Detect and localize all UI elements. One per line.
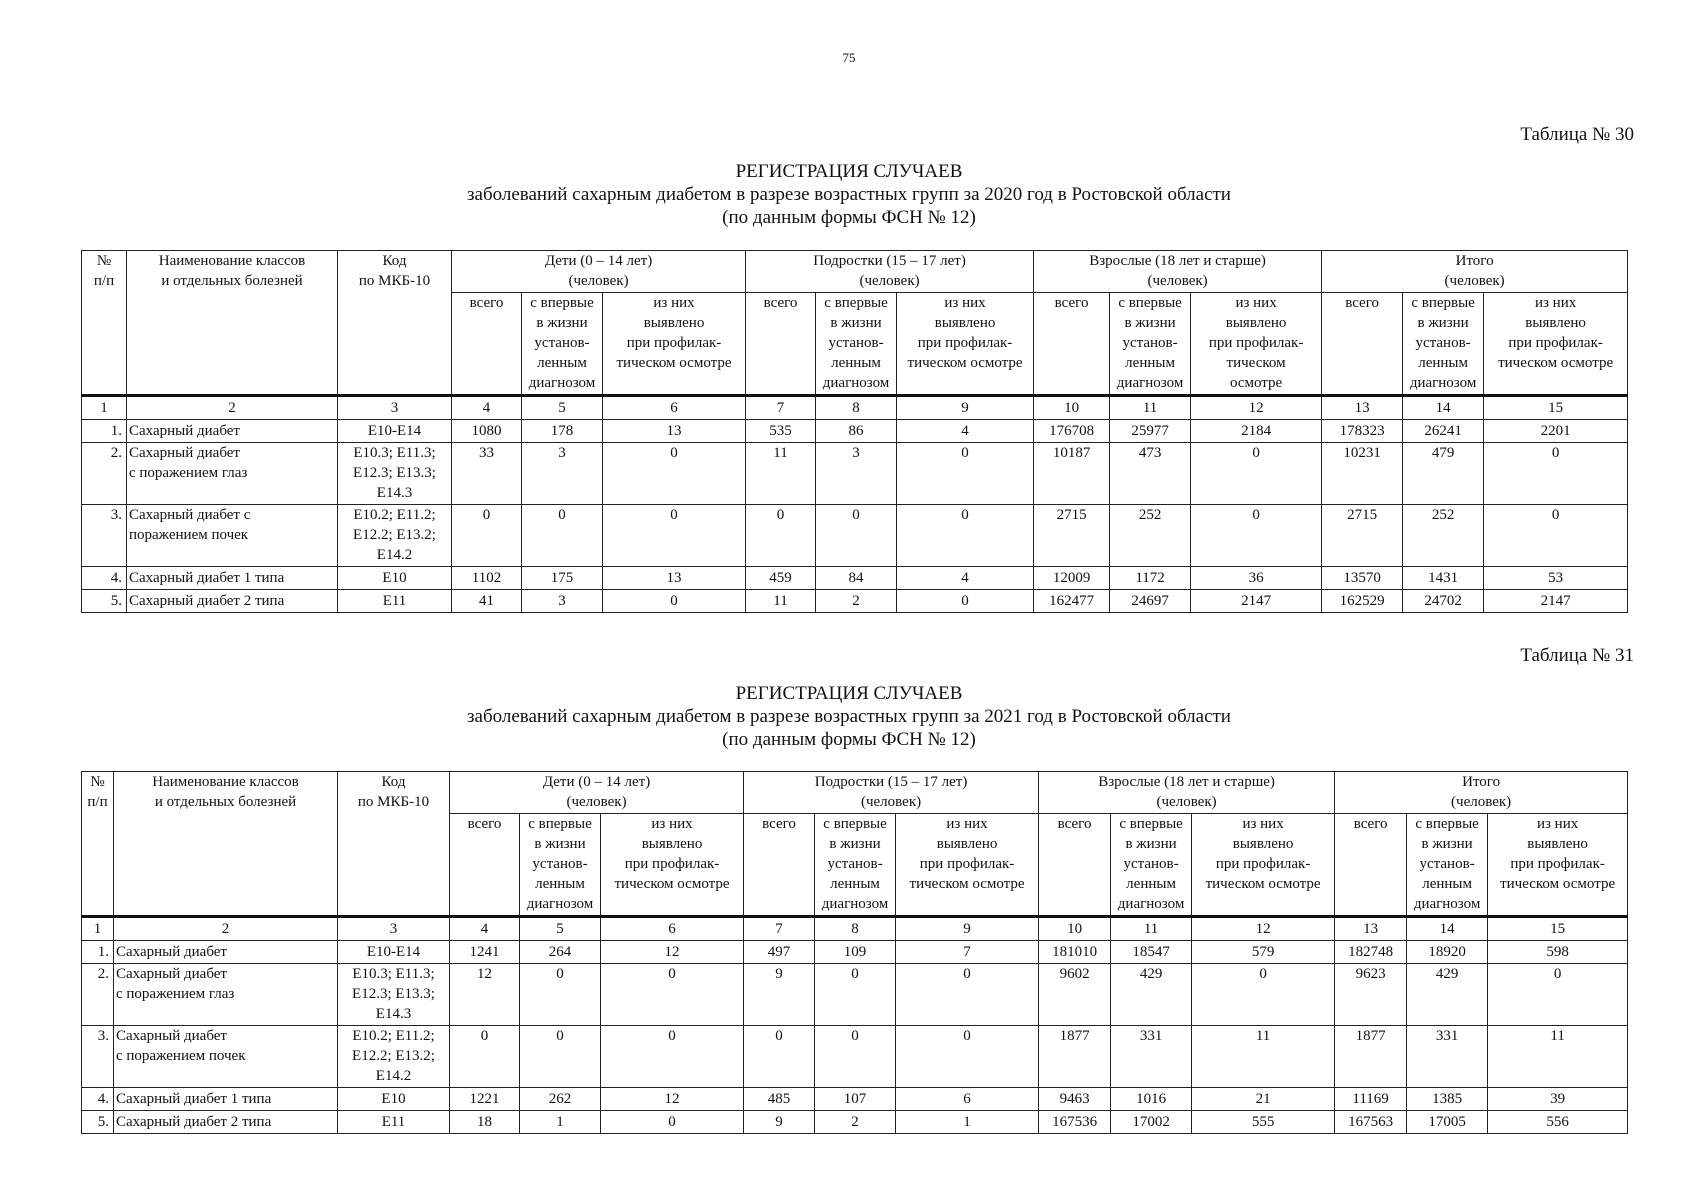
column-number: 2 [127, 396, 338, 420]
subheader-total: всего [1034, 293, 1110, 396]
cell-total-total: 1877 [1335, 1026, 1407, 1088]
cell-teens-prof: 0 [897, 443, 1034, 505]
column-number: 8 [815, 917, 896, 941]
column-number: 6 [601, 917, 744, 941]
column-number: 12 [1192, 917, 1335, 941]
cell-row-number: 4. [82, 567, 127, 590]
table-row [82, 505, 1628, 567]
data-table-30 [81, 250, 1628, 613]
cell-adults-prof: 36 [1191, 567, 1322, 590]
subheader-prof: из них выявлено при профилак- тическом осмотре [1484, 293, 1628, 396]
column-number: 4 [452, 396, 522, 420]
subheader-total: всего [744, 814, 815, 917]
cell-children-first: 175 [522, 567, 603, 590]
cell-teens-prof: 4 [897, 420, 1034, 443]
cell-disease-name: Сахарный диабет 2 типа [127, 590, 338, 613]
column-number: 14 [1403, 396, 1484, 420]
cell-children-prof: 13 [603, 567, 746, 590]
subheader-prof: из них выявлено при профилак- тическом осмотре [1488, 814, 1628, 917]
header-no: № п/п [82, 251, 127, 396]
table-row [82, 1088, 1628, 1111]
header-name: Наименование классов и отдельных болезней [114, 772, 338, 917]
cell-total-total: 182748 [1335, 941, 1407, 964]
cell-total-prof: 53 [1484, 567, 1628, 590]
cell-adults-total: 167536 [1039, 1111, 1111, 1134]
subheader-prof: из них выявлено при профилак- тическом осмотре [896, 814, 1039, 917]
cell-teens-first: 0 [816, 505, 897, 567]
cell-teens-total: 459 [746, 567, 816, 590]
header-no: № п/п [82, 772, 114, 917]
subheader-first: с впервые в жизни установ- ленным диагнозом [1110, 293, 1191, 396]
cell-children-first: 178 [522, 420, 603, 443]
cell-total-prof: 556 [1488, 1111, 1628, 1134]
cell-total-first: 252 [1403, 505, 1484, 567]
cell-total-first: 1385 [1407, 1088, 1488, 1111]
column-number: 9 [896, 917, 1039, 941]
table-row [82, 590, 1628, 613]
cell-teens-total: 9 [744, 964, 815, 1026]
cell-adults-first: 1016 [1111, 1088, 1192, 1111]
cell-children-prof: 0 [603, 590, 746, 613]
subheader-prof: из них выявлено при профилак- тическом осмотре [1192, 814, 1335, 917]
cell-icd-code: Е10-Е14 [338, 941, 450, 964]
cell-children-total: 1241 [450, 941, 520, 964]
cell-disease-name: Сахарный диабет с поражением глаз [127, 443, 338, 505]
cell-disease-name: Сахарный диабет [127, 420, 338, 443]
cell-adults-total: 162477 [1034, 590, 1110, 613]
cell-adults-first: 429 [1111, 964, 1192, 1026]
cell-children-prof: 12 [601, 1088, 744, 1111]
column-number: 15 [1488, 917, 1628, 941]
table-subtitle: заболеваний сахарным диабетом в разрезе возрастных групп за 2020 год в Ростовской области [467, 184, 1231, 205]
header-group-teens: Подростки (15 – 17 лет) (человек) [746, 251, 1034, 293]
cell-teens-total: 497 [744, 941, 815, 964]
cell-children-total: 12 [450, 964, 520, 1026]
cell-teens-first: 86 [816, 420, 897, 443]
header-group-adults: Взрослые (18 лет и старше) (человек) [1039, 772, 1335, 814]
header-group-adults: Взрослые (18 лет и старше) (человек) [1034, 251, 1322, 293]
cell-disease-name: Сахарный диабет [114, 941, 338, 964]
table-label: Таблица № 31 [1520, 645, 1634, 666]
cell-children-first: 0 [522, 505, 603, 567]
cell-adults-prof: 0 [1191, 443, 1322, 505]
cell-children-total: 0 [452, 505, 522, 567]
cell-total-prof: 11 [1488, 1026, 1628, 1088]
cell-children-first: 264 [520, 941, 601, 964]
cell-children-total: 1080 [452, 420, 522, 443]
cell-children-first: 3 [522, 443, 603, 505]
cell-row-number: 3. [82, 505, 127, 567]
cell-total-total: 162529 [1322, 590, 1403, 613]
cell-adults-total: 9602 [1039, 964, 1111, 1026]
cell-children-prof: 0 [601, 964, 744, 1026]
cell-total-first: 479 [1403, 443, 1484, 505]
column-number: 3 [338, 396, 452, 420]
cell-icd-code: Е10-Е14 [338, 420, 452, 443]
cell-teens-total: 11 [746, 590, 816, 613]
cell-total-total: 167563 [1335, 1111, 1407, 1134]
cell-disease-name: Сахарный диабет с поражением почек [114, 1026, 338, 1088]
cell-icd-code: Е11 [338, 590, 452, 613]
cell-adults-first: 25977 [1110, 420, 1191, 443]
subheader-first: с впервые в жизни установ- ленным диагнозом [1111, 814, 1192, 917]
table-row [82, 420, 1628, 443]
cell-icd-code: Е11 [338, 1111, 450, 1134]
cell-teens-first: 109 [815, 941, 896, 964]
column-number: 6 [603, 396, 746, 420]
cell-children-first: 262 [520, 1088, 601, 1111]
cell-adults-total: 12009 [1034, 567, 1110, 590]
column-number-row [82, 396, 1628, 420]
cell-adults-prof: 0 [1192, 964, 1335, 1026]
subheader-total: всего [746, 293, 816, 396]
cell-adults-first: 1172 [1110, 567, 1191, 590]
cell-teens-prof: 1 [896, 1111, 1039, 1134]
cell-children-prof: 0 [603, 505, 746, 567]
column-number: 11 [1110, 396, 1191, 420]
table-label: Таблица № 30 [1520, 124, 1634, 145]
column-number: 14 [1407, 917, 1488, 941]
cell-children-prof: 0 [603, 443, 746, 505]
cell-adults-prof: 2147 [1191, 590, 1322, 613]
cell-children-prof: 0 [601, 1111, 744, 1134]
table-subtitle: заболеваний сахарным диабетом в разрезе возрастных групп за 2021 год в Ростовской области [467, 706, 1231, 727]
cell-adults-total: 176708 [1034, 420, 1110, 443]
table-row [82, 1111, 1628, 1134]
column-number: 10 [1034, 396, 1110, 420]
column-number: 12 [1191, 396, 1322, 420]
cell-teens-first: 3 [816, 443, 897, 505]
cell-teens-prof: 0 [896, 964, 1039, 1026]
cell-children-first: 0 [520, 964, 601, 1026]
subheader-total: всего [1322, 293, 1403, 396]
cell-total-prof: 0 [1484, 443, 1628, 505]
cell-disease-name: Сахарный диабет с поражением почек [127, 505, 338, 567]
subheader-total: всего [450, 814, 520, 917]
cell-adults-first: 473 [1110, 443, 1191, 505]
subheader-prof: из них выявлено при профилак- тическом осмотре [897, 293, 1034, 396]
page-number: 75 [842, 50, 856, 65]
cell-icd-code: Е10.3; Е11.3; Е12.3; Е13.3; Е14.3 [338, 964, 450, 1026]
cell-row-number: 2. [82, 964, 114, 1026]
cell-row-number: 5. [82, 590, 127, 613]
header-code: Код по МКБ-10 [338, 772, 450, 917]
column-number: 15 [1484, 396, 1628, 420]
cell-adults-first: 18547 [1111, 941, 1192, 964]
cell-teens-prof: 0 [897, 590, 1034, 613]
subheader-total: всего [1335, 814, 1407, 917]
header-name: Наименование классов и отдельных болезней [127, 251, 338, 396]
cell-icd-code: Е10.2; Е11.2; Е12.2; Е13.2; Е14.2 [338, 505, 452, 567]
table-title: РЕГИСТРАЦИЯ СЛУЧАЕВ [735, 161, 963, 182]
cell-total-prof: 0 [1488, 964, 1628, 1026]
cell-children-first: 0 [520, 1026, 601, 1088]
cell-teens-first: 0 [815, 1026, 896, 1088]
header-group-teens: Подростки (15 – 17 лет) (человек) [744, 772, 1039, 814]
cell-total-total: 178323 [1322, 420, 1403, 443]
cell-children-total: 1102 [452, 567, 522, 590]
cell-children-total: 1221 [450, 1088, 520, 1111]
column-number: 3 [338, 917, 450, 941]
column-number-row [82, 917, 1628, 941]
cell-teens-prof: 0 [897, 505, 1034, 567]
cell-total-first: 1431 [1403, 567, 1484, 590]
table-source: (по данным формы ФСН № 12) [722, 207, 976, 228]
cell-teens-first: 2 [816, 590, 897, 613]
subheader-prof: из них выявлено при профилак- тическом осмотре [603, 293, 746, 396]
cell-total-first: 331 [1407, 1026, 1488, 1088]
header-group-children: Дети (0 – 14 лет) (человек) [452, 251, 746, 293]
cell-row-number: 5. [82, 1111, 114, 1134]
cell-adults-prof: 0 [1191, 505, 1322, 567]
cell-children-total: 33 [452, 443, 522, 505]
cell-teens-first: 0 [815, 964, 896, 1026]
cell-teens-prof: 4 [897, 567, 1034, 590]
table-row [82, 443, 1628, 505]
header-group-total: Итого (человек) [1322, 251, 1628, 293]
cell-adults-first: 24697 [1110, 590, 1191, 613]
column-number: 7 [744, 917, 815, 941]
subheader-first: с впервые в жизни установ- ленным диагнозом [520, 814, 601, 917]
cell-total-total: 2715 [1322, 505, 1403, 567]
table-source: (по данным формы ФСН № 12) [722, 729, 976, 750]
cell-teens-total: 0 [746, 505, 816, 567]
cell-children-total: 18 [450, 1111, 520, 1134]
cell-row-number: 4. [82, 1088, 114, 1111]
cell-total-first: 18920 [1407, 941, 1488, 964]
subheader-first: с впервые в жизни установ- ленным диагнозом [1407, 814, 1488, 917]
subheader-first: с впервые в жизни установ- ленным диагнозом [1403, 293, 1484, 396]
cell-children-total: 0 [450, 1026, 520, 1088]
cell-icd-code: Е10 [338, 567, 452, 590]
cell-adults-prof: 555 [1192, 1111, 1335, 1134]
cell-adults-prof: 21 [1192, 1088, 1335, 1111]
column-number: 8 [816, 396, 897, 420]
cell-total-prof: 598 [1488, 941, 1628, 964]
column-number: 13 [1335, 917, 1407, 941]
cell-adults-total: 2715 [1034, 505, 1110, 567]
column-number: 5 [520, 917, 601, 941]
header-code: Код по МКБ-10 [338, 251, 452, 396]
cell-disease-name: Сахарный диабет 2 типа [114, 1111, 338, 1134]
cell-teens-first: 2 [815, 1111, 896, 1134]
cell-teens-total: 0 [744, 1026, 815, 1088]
subheader-first: с впервые в жизни установ- ленным диагнозом [522, 293, 603, 396]
cell-adults-total: 181010 [1039, 941, 1111, 964]
column-number: 2 [114, 917, 338, 941]
cell-teens-prof: 7 [896, 941, 1039, 964]
cell-total-first: 429 [1407, 964, 1488, 1026]
cell-icd-code: Е10.3; Е11.3; Е12.3; Е13.3; Е14.3 [338, 443, 452, 505]
column-number: 11 [1111, 917, 1192, 941]
subheader-first: с впервые в жизни установ- ленным диагнозом [815, 814, 896, 917]
cell-teens-total: 9 [744, 1111, 815, 1134]
subheader-total: всего [1039, 814, 1111, 917]
cell-teens-total: 485 [744, 1088, 815, 1111]
column-number: 4 [450, 917, 520, 941]
table-row [82, 941, 1628, 964]
cell-adults-total: 1877 [1039, 1026, 1111, 1088]
subheader-prof: из них выявлено при профилак- тическом осмотре [601, 814, 744, 917]
cell-icd-code: Е10.2; Е11.2; Е12.2; Е13.2; Е14.2 [338, 1026, 450, 1088]
cell-total-total: 9623 [1335, 964, 1407, 1026]
table-row [82, 567, 1628, 590]
table-row [82, 964, 1628, 1026]
cell-total-first: 17005 [1407, 1111, 1488, 1134]
table-title: РЕГИСТРАЦИЯ СЛУЧАЕВ [735, 683, 963, 704]
subheader-prof: из них выявлено при профилак- тическом осмотре [1191, 293, 1322, 396]
cell-teens-total: 11 [746, 443, 816, 505]
cell-adults-first: 331 [1111, 1026, 1192, 1088]
cell-teens-prof: 0 [896, 1026, 1039, 1088]
cell-teens-first: 84 [816, 567, 897, 590]
cell-disease-name: Сахарный диабет с поражением глаз [114, 964, 338, 1026]
cell-total-prof: 39 [1488, 1088, 1628, 1111]
column-number: 5 [522, 396, 603, 420]
cell-adults-prof: 2184 [1191, 420, 1322, 443]
cell-total-prof: 0 [1484, 505, 1628, 567]
cell-adults-first: 252 [1110, 505, 1191, 567]
cell-row-number: 1. [82, 420, 127, 443]
cell-children-first: 1 [520, 1111, 601, 1134]
table-row [82, 1026, 1628, 1088]
cell-adults-total: 10187 [1034, 443, 1110, 505]
cell-row-number: 1. [82, 941, 114, 964]
column-number: 9 [897, 396, 1034, 420]
cell-children-first: 3 [522, 590, 603, 613]
data-table-31 [81, 771, 1628, 1134]
cell-teens-first: 107 [815, 1088, 896, 1111]
cell-total-prof: 2201 [1484, 420, 1628, 443]
cell-children-total: 41 [452, 590, 522, 613]
subheader-total: всего [452, 293, 522, 396]
cell-row-number: 3. [82, 1026, 114, 1088]
column-number: 1 [82, 917, 114, 941]
cell-total-first: 24702 [1403, 590, 1484, 613]
cell-adults-first: 17002 [1111, 1111, 1192, 1134]
header-group-children: Дети (0 – 14 лет) (человек) [450, 772, 744, 814]
cell-children-prof: 12 [601, 941, 744, 964]
cell-adults-prof: 579 [1192, 941, 1335, 964]
cell-teens-prof: 6 [896, 1088, 1039, 1111]
cell-total-total: 13570 [1322, 567, 1403, 590]
cell-row-number: 2. [82, 443, 127, 505]
column-number: 1 [82, 396, 127, 420]
cell-total-total: 11169 [1335, 1088, 1407, 1111]
header-group-total: Итого (человек) [1335, 772, 1628, 814]
column-number: 13 [1322, 396, 1403, 420]
cell-disease-name: Сахарный диабет 1 типа [127, 567, 338, 590]
cell-adults-prof: 11 [1192, 1026, 1335, 1088]
cell-disease-name: Сахарный диабет 1 типа [114, 1088, 338, 1111]
cell-total-first: 26241 [1403, 420, 1484, 443]
subheader-first: с впервые в жизни установ- ленным диагнозом [816, 293, 897, 396]
cell-children-prof: 13 [603, 420, 746, 443]
column-number: 10 [1039, 917, 1111, 941]
cell-adults-total: 9463 [1039, 1088, 1111, 1111]
cell-total-total: 10231 [1322, 443, 1403, 505]
cell-teens-total: 535 [746, 420, 816, 443]
cell-icd-code: Е10 [338, 1088, 450, 1111]
column-number: 7 [746, 396, 816, 420]
cell-total-prof: 2147 [1484, 590, 1628, 613]
cell-children-prof: 0 [601, 1026, 744, 1088]
